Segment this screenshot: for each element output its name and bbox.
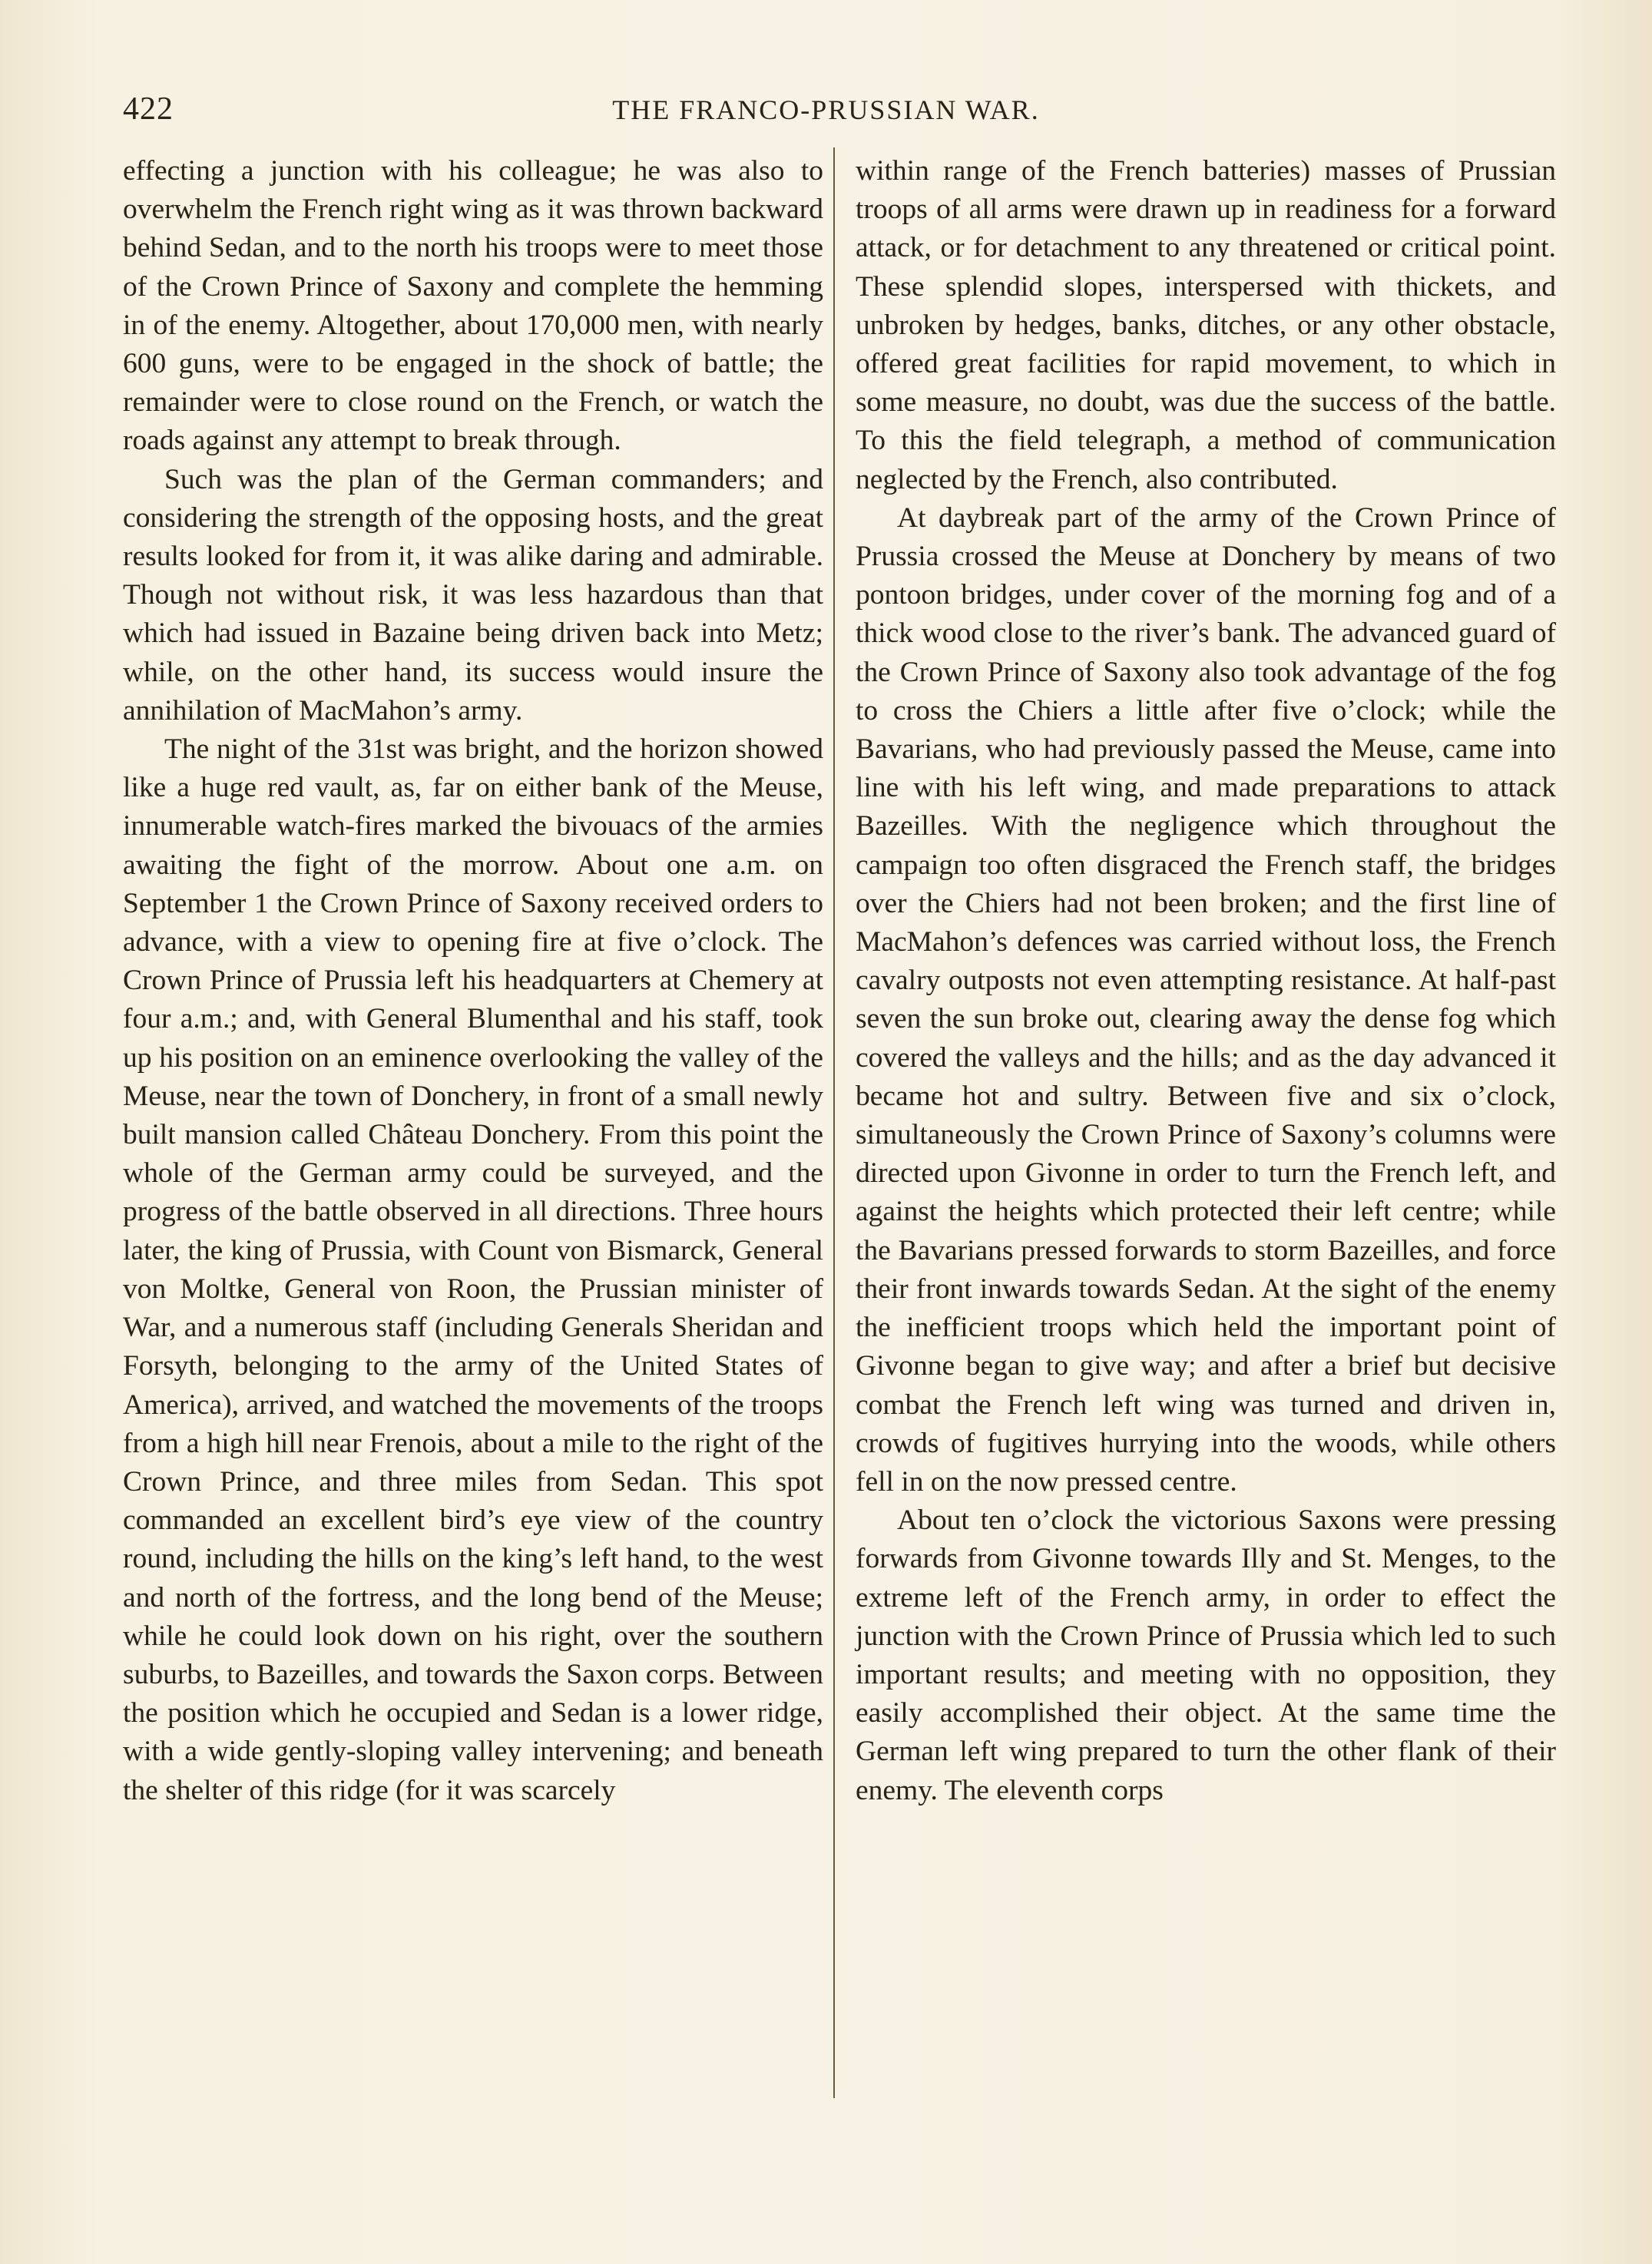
paragraph: within range of the French batteries) masses of Prussian troops of all arms were drawn up in readiness for a forward attack, or for detachment to any threatened or critical point. These splendid slopes, interspersed with thickets, and unbroken by hedges, banks, ditches, or any other obstacle, offered great facilities for rapid movement, to which in some measure, no doubt, was due the success of the battle. To this the field telegraph, a method of communication neglected by the French, also contributed.: [856, 155, 1556, 495]
right-column: [856, 152, 1556, 1810]
paragraph: Such was the plan of the German commanders; and considering the strength of the opposing hosts, and the great results looked for from it, it was alike daring and admirable. Though not without risk, it was less hazardous than that which had issued in Bazaine being driven back into Metz; while, on the other hand, its success would insure the annihilation of MacMahon’s army.: [123, 463, 823, 727]
paragraph: About ten o’clock the victorious Saxons were pressing forwards from Givonne towards Illy and St. Menges, to the extreme left of the French army, in order to effect the junction with the Crown Prince of Prussia which led to such important results; and meeting with no opposition, they easily accomplished their object. At the same time the German left wing prepared to turn the other flank of their enemy. The eleventh corps: [856, 1504, 1556, 1806]
page-number: 422: [123, 91, 174, 127]
column-divider: [833, 147, 835, 2098]
left-column: [123, 152, 823, 1810]
running-head: THE FRANCO-PRUSSIAN WAR.: [612, 94, 1040, 125]
paragraph: The night of the 31st was bright, and the horizon showed like a huge red vault, as, far on either bank of the Meuse, innumerable watch-fires marked the bivouacs of the armies awaiting the fight of the morrow. About one a.m. on September 1 the Crown Prince of Saxony received orders to advance, with a view to opening fire at five o’clock. The Crown Prince of Prussia left his headquarters at Chemery at four a.m.; and, with General Blumenthal and his staff, took up his position on an eminence overlooking the valley of the Meuse, near the town of Donchery, in front of a small newly built mansion called Château Donchery. From this point the whole of the German army could be surveyed, and the progress of the battle observed in all directions. Three hours later, the king of Prussia, with Count von Bismarck, General von Moltke, General von Roon, the Prussian minister of War, and a numerous staff (including Generals Sheridan and Forsyth, belonging to the army of the United States of America), arrived, and watched the movements of the troops from a high hill near Frenois, about a mile to the right of the Crown Prince, and three miles from Sedan. This spot commanded an excellent bird’s eye view of the country round, including the hills on the king’s left hand, to the west and north of the fortress, and the long bend of the Meuse; while he could look down on his right, over the southern suburbs, to Bazeilles, and towards the Saxon corps. Between the position which he occupied and Sedan is a lower ridge, with a wide gently-sloping valley intervening; and beneath the shelter of this ridge (for it was scarcely: [123, 733, 823, 1806]
paragraph: effecting a junction with his colleague; he was also to overwhelm the French right wing as it was thrown backward behind Sedan, and to the north his troops were to meet those of the Crown Prince of Saxony and complete the hemming in of the enemy. Altogether, about 170,000 men, with nearly 600 guns, were to be engaged in the shock of battle; the remainder were to close round on the French, or watch the roads against any attempt to break through.: [123, 155, 823, 457]
paragraph: At daybreak part of the army of the Crown Prince of Prussia crossed the Meuse at Donchery by means of two pontoon bridges, under cover of the morning fog and of a thick wood close to the river’s bank. The advanced guard of the Crown Prince of Saxony also took advantage of the fog to cross the Chiers a little after five o’clock; while the Bavarians, who had previously passed the Meuse, came into line with his left wing, and made preparations to attack Bazeilles. With the negligence which throughout the campaign too often disgraced the French staff, the bridges over the Chiers had not been broken; and the first line of MacMahon’s defences was carried without loss, the French cavalry outposts not even attempting resistance. At half-past seven the sun broke out, clearing away the dense fog which covered the valleys and the hills; and as the day advanced it became hot and sultry. Between five and six o’clock, simultaneously the Crown Prince of Saxony’s columns were directed upon Givonne in order to turn the French left, and against the heights which protected their left centre; while the Bavarians pressed forwards to storm Bazeilles, and force their front inwards towards Sedan. At the sight of the enemy the inefficient troops which held the important point of Givonne began to give way; and after a brief but decisive combat the French left wing was turned and driven in, crowds of fugitives hurrying into the woods, while others fell in on the now pressed centre.: [856, 501, 1556, 1498]
